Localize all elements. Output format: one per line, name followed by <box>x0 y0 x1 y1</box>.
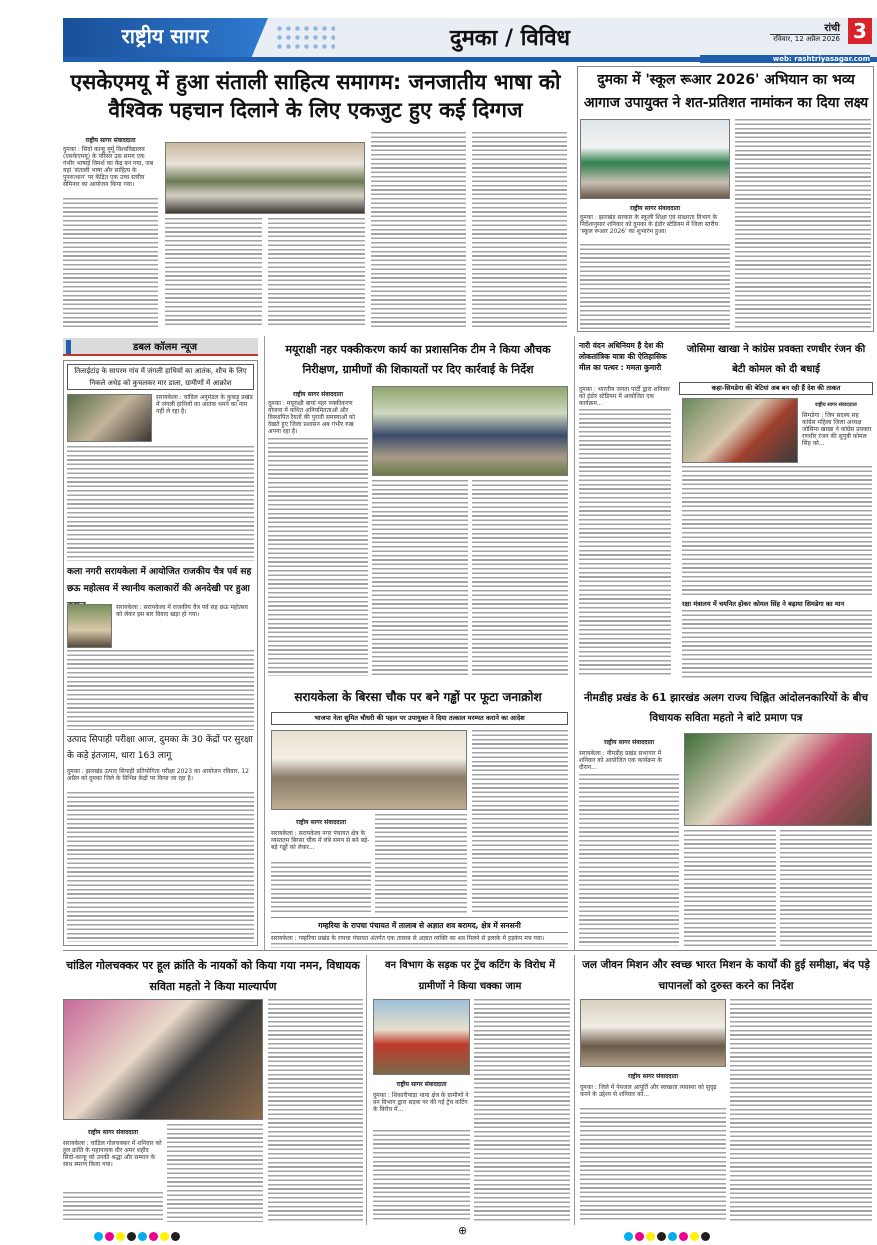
column-rule <box>574 955 575 1225</box>
brand-logo: राष्ट्रीय सागर <box>121 24 209 48</box>
josima-byline: राष्ट्रीय सागर संवाददाता <box>815 402 857 408</box>
color-dot <box>668 1232 677 1241</box>
school-snippet: दुमका : झारखंड सरकार के स्कूली शिक्षा एवं साक्षरता विभाग के निर्देशानुसार शनिवार को दुमका के इंडोर स्टेडियम में जिला स्तरीय 'स्कूल रूआर 2026' का शुभारंभ हुआ। <box>580 214 730 242</box>
dc-story3-snippet: दुमका : झारखंड उत्पाद सिपाही प्रतियोगिता परीक्षा 2023 का आयोजन रविवार, 12 अप्रैल को दुमका जिले के विभिन्न केंद्रों पर किया जा रहा है। <box>67 768 254 790</box>
dc-story1-photo <box>67 394 152 442</box>
school-headline: दुमका में 'स्कूल रूआर 2026' अभियान का भव्य आगाज उपायुक्त ने शत-प्रतिशत नामांकन का दिया लक्ष्य <box>583 72 869 111</box>
lead-byline: राष्ट्रीय सागर संवाददाता <box>85 137 136 144</box>
sarayakela-snippet: सरायकेला : सरायकेला नगर पंचायत क्षेत्र के व्यस्ततम बिरसा चौक में लंबे समय से बने बड़े-बड़े गड्ढों को लेकर... <box>271 830 371 860</box>
double-column-title: डबल कॉलम न्यूज <box>132 342 197 353</box>
mayurakshi-text-col3 <box>472 480 568 676</box>
nimdih-text-col3 <box>780 830 872 946</box>
nari-headline: नारी वंदन अधिनियम है देश की लोकतांत्रिक यात्रा की ऐतिहासिक मील का पत्थर : ममता कुमारी <box>579 341 667 372</box>
lead-text-col4 <box>371 132 466 328</box>
color-dot <box>138 1232 147 1241</box>
lead-headline: एसकेएमयू में हुआ संताली साहित्य समागम: जनजातीय भाषा को वैश्विक पहचान दिलाने के लिए एकजुट हुए कई दिग्गज <box>70 70 561 122</box>
dc-story2-headline: कला नगरी सरायकेला में आयोजित राजकीय चैत्र पर्व सह छऊ महोत्सव में स्थानीय कलाकारों की अनदेखी पर हुआ <box>67 567 252 594</box>
double-column-marker-icon <box>66 340 71 354</box>
dc-story1-headline: तिलाईटांड़ के सापरम गांव में जंगली हाथियों का आतंक, शौच के लिए निकले अधेड़ को कुचलकर मार डाला, ग्रामीणों में आक्रोश <box>67 364 254 390</box>
nimdih-snippet: सरायकेला : नीमडीह प्रखंड सभागार में शनिवार को आयोजित एक कार्यक्रम के दौरान... <box>579 750 679 772</box>
nari-text <box>579 409 671 676</box>
nimdih-photo <box>684 733 872 826</box>
sarayakela-byline: राष्ट्रीय सागर संवाददाता <box>295 819 346 826</box>
lead-snippet: दुमका : सिदो कान्हू मुर्मू विश्वविद्यालय (एसकेएमयू) के परिसर उस समय एक गंभीर भाषाई विमर्श का केंद्र बन गया, जब यहां 'संताली भाषा और साहित्य के पुनरुत्थान' पर केंद्रित एक उच्च स्तरीय सेमिनार का आयोजन किया गया। <box>63 146 158 196</box>
school-text-right <box>735 119 871 329</box>
sarayakela-subhead: भाजपा नेता सुमित चौधरी की पहल पर उपायुक्त ने दिया तत्काल मरम्मत कराने का आदेश <box>271 712 568 725</box>
dc-story3-headline: उत्पाद सिपाही परीक्षा आज, दुमका के 30 केंद्रों पर सुरक्षा के कड़े इंतजाम, धारा 163 लागू <box>67 735 253 761</box>
mayurakshi-byline: राष्ट्रीय सागर संवाददाता <box>292 391 343 398</box>
sarayakela-photo <box>271 730 467 810</box>
mayurakshi-text-col1 <box>268 438 368 676</box>
color-dot <box>701 1232 710 1241</box>
color-dot <box>679 1232 688 1241</box>
josima-text2 <box>682 610 872 678</box>
mayurakshi-snippet: दुमका : मयूराक्षी बायां नहर पक्कीकरण योजना में कथित अनियमितताओं और विस्थापित रैयतों की पुरानी समस्याओं को देखते हुए जिला प्रशासन अब गंभीर रुख अपना रहा है। <box>268 400 368 436</box>
jal-headline: जल जीवन मिशन और स्वच्छ भारत मिशन के कार्यों की हुई समीक्षा, बंद पड़े चापानलों को दुरुस्त करने का निर्देश <box>582 959 870 992</box>
chandil-snippet: सरायकेला : चांडिल गोलचक्कर में शनिवार को हूल क्रांति के महानायक वीर अमर शहीद सिदो-कान्हू को उनकी श्रद्धा और सम्मान के साथ स्मरण किया गया। <box>63 1140 163 1190</box>
josima-photo <box>682 398 798 463</box>
jal-byline: राष्ट्रीय सागर संवाददाता <box>627 1073 678 1080</box>
van-byline: राष्ट्रीय सागर संवाददाता <box>396 1081 447 1088</box>
van-text-col1 <box>373 1130 470 1222</box>
dc-story1-snippet: सरायकेला : चांडिल अनुमंडल के कुकड़ू प्रखंड में जंगली हाथियों का आतंक थमने का नाम नहीं ले रहा है। <box>156 394 254 424</box>
nimdih-byline: राष्ट्रीय सागर संवाददाता <box>603 739 654 746</box>
school-text-left <box>580 244 730 329</box>
mayurakshi-photo <box>372 386 568 476</box>
dc-story2-text <box>67 650 254 730</box>
color-dot <box>94 1232 103 1241</box>
lead-text-col3 <box>268 218 365 328</box>
van-snippet: दुमका : शिकारीपाड़ा थाना क्षेत्र के ग्रामीणों ने वन विभाग द्वारा सड़क पर की गई ट्रेंच कटिंग के विरोध में... <box>373 1092 470 1128</box>
gamharia-text <box>271 943 568 948</box>
josima-headline: जोसिमा खाखा ने कांग्रेस प्रवक्ता रणधीर रंजन की बेटी कोमल को दी बधाई <box>686 344 866 375</box>
van-text-col2 <box>474 999 570 1222</box>
color-dots-right <box>623 1226 711 1245</box>
josima-text <box>682 466 872 598</box>
color-dot <box>127 1232 136 1241</box>
lead-text-col1 <box>63 198 158 328</box>
josima-subhead2: रक्षा मंत्रालय में चयनित होकर कोमल सिंह ने बढ़ाया सिमडेगा का मान <box>682 600 845 608</box>
mayurakshi-text-col2 <box>372 480 468 676</box>
dots-decoration-icon <box>275 24 335 50</box>
jal-snippet: दुमका : जिले में पेयजल आपूर्ति और स्वच्छता व्यवस्था को सुदृढ़ करने के उद्देश्य से शनिवार को... <box>580 1084 726 1106</box>
column-rule <box>574 336 575 950</box>
dc-story2-snippet: सरायकेला : सरायकेला में राजकीय चैत्र पर्व सह छऊ महोत्सव को लेकर इस बार विवाद खड़ा हो गया। <box>116 604 254 626</box>
van-headline: वन विभाग के सड़क पर ट्रेंच कटिंग के विरोध में ग्रामीणों ने किया चक्का जाम <box>384 960 556 992</box>
date-label: रविवार, 12 अप्रैल 2026 <box>773 35 840 43</box>
color-dot <box>116 1232 125 1241</box>
color-dot <box>690 1232 699 1241</box>
color-dot <box>171 1232 180 1241</box>
jal-text-col2 <box>730 999 872 1222</box>
color-dot <box>149 1232 158 1241</box>
registration-crosshair-icon: ⊕ <box>458 1224 468 1237</box>
color-dot <box>105 1232 114 1241</box>
jal-text-col1 <box>580 1108 726 1222</box>
bottom-divider <box>63 950 877 951</box>
color-dot <box>657 1232 666 1241</box>
city-label: रांची <box>770 20 840 35</box>
mayurakshi-headline: मयूराक्षी नहर पक्कीकरण कार्य का प्रशासनिक टीम ने किया औचक निरीक्षण, ग्रामीणों की शिकायतों पर दिए कार्रवाई के निर्देश <box>285 343 551 376</box>
lead-photo <box>165 142 365 214</box>
section-title: दुमका / विविध <box>449 26 571 51</box>
dc-story3-text <box>67 792 254 942</box>
color-dot <box>635 1232 644 1241</box>
nari-snippet: दुमका : भारतीय जनता पार्टी द्वारा शनिवार को इंडोर स्टेडियम में आयोजित एक कार्यक्रम... <box>579 386 670 407</box>
color-dot <box>646 1232 655 1241</box>
josima-snippet: सिमडेगा : जिप सदस्य सह कांग्रेस महिला जिला अध्यक्ष जोसिमा खाखा ने कांग्रेस प्रवक्ता रणधीर रंजन की सुपुत्री कोमल सिंह को... <box>802 412 872 462</box>
chandil-text-col1 <box>63 1192 163 1222</box>
color-dot <box>624 1232 633 1241</box>
dc-story2-photo <box>67 604 112 648</box>
van-photo <box>373 999 470 1075</box>
school-photo <box>580 119 730 199</box>
column-rule <box>264 336 265 950</box>
chandil-photo <box>63 999 263 1120</box>
gamharia-snippet: सरायकेला : गम्हरिया प्रखंड के रापचा पंचायत अंतर्गत एक तालाब से अज्ञात व्यक्ति का शव मिलने से इलाके में हड़कंप मच गया। <box>271 935 568 942</box>
nimdih-text-col1 <box>579 774 679 946</box>
lead-text-col5 <box>472 132 567 328</box>
sarayakela-text-col3 <box>472 730 568 914</box>
nimdih-headline: नीमडीह प्रखंड के 61 झारखंड अलग राज्य चिह्नित आंदोलनकारियों के बीच विधायक सविता महतो ने बांटे प्रमाण पत्र <box>583 692 869 724</box>
jal-photo <box>580 999 726 1067</box>
nimdih-text-col2 <box>684 830 776 946</box>
website-label: web: rashtriyasagar.com <box>700 55 870 63</box>
registration-marks <box>63 1226 877 1238</box>
school-byline: राष्ट्रीय सागर संवाददाता <box>629 205 680 212</box>
sarayakela-headline: सरायकेला के बिरसा चौक पर बने गड्ढों पर फूटा जनाक्रोश <box>294 690 542 704</box>
chandil-headline: चांडिल गोलचक्कर पर हूल क्रांति के नायकों को किया गया नमन, विधायक सविता महतो ने किया माल्यार्पण <box>66 959 360 993</box>
chandil-byline: राष्ट्रीय सागर संवाददाता <box>87 1129 138 1136</box>
chandil-text-col3 <box>268 999 363 1222</box>
sarayakela-text-col1 <box>271 862 371 914</box>
gamharia-headline: गम्हरिया के रापचा पंचायत में तालाब से अज्ञात शव बरामद, क्षेत्र में सनसनी <box>271 917 568 933</box>
josima-subhead: कहा-सिमडेगा की बेटियां अब बन रही हैं देश की ताकत <box>679 382 873 395</box>
dc-story1-text <box>67 446 254 561</box>
page-number: 3 <box>848 18 872 44</box>
sarayakela-text-col2 <box>375 814 467 914</box>
chandil-text-col2 <box>167 1124 263 1222</box>
color-dots-left <box>93 1226 181 1245</box>
color-dot <box>160 1232 169 1241</box>
lead-text-col2 <box>165 218 262 328</box>
column-rule <box>366 955 367 1225</box>
